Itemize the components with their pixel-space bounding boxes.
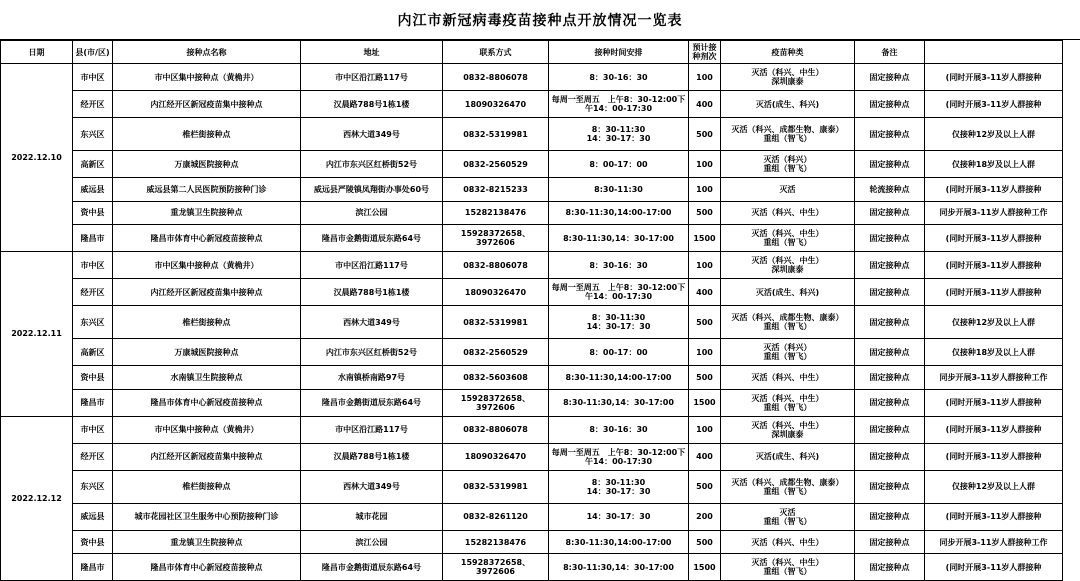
type-cell[interactable]: 固定接种点 xyxy=(855,252,925,279)
type-cell[interactable]: 固定接种点 xyxy=(855,225,925,252)
address-cell[interactable]: 城市花园 xyxy=(301,503,443,530)
phone-cell[interactable]: 18090326470 xyxy=(443,91,549,118)
time-cell[interactable]: 8:30-11:30 xyxy=(549,178,689,202)
doses-cell[interactable]: 1500 xyxy=(689,225,721,252)
table-row xyxy=(1,366,1063,390)
site-cell[interactable]: 隆昌市体育中心新冠疫苗接种点 xyxy=(113,389,301,416)
site-cell[interactable]: 隆昌市体育中心新冠疫苗接种点 xyxy=(113,225,301,252)
phone-cell[interactable]: 15282138476 xyxy=(443,201,549,225)
phone-cell[interactable]: 0832-5319981 xyxy=(443,118,549,151)
site-cell[interactable]: 隆昌市体育中心新冠疫苗接种点 xyxy=(113,554,301,581)
note-cell[interactable]: (同时开展3-11岁人群接种 xyxy=(925,503,1063,530)
doses-cell[interactable]: 100 xyxy=(689,151,721,178)
address-cell[interactable]: 隆昌市金鹅街道辰东路64号 xyxy=(301,225,443,252)
type-cell[interactable]: 固定接种点 xyxy=(855,470,925,503)
site-cell[interactable]: 市中区集中接种点（黄桷井） xyxy=(113,252,301,279)
note-cell[interactable]: (同时开展3-11岁人群接种 xyxy=(925,178,1063,202)
site-cell[interactable]: 市中区集中接种点（黄桷井） xyxy=(113,64,301,91)
header-cell[interactable]: 日期 xyxy=(1,41,73,64)
table-row xyxy=(1,252,1063,279)
doses-cell[interactable]: 500 xyxy=(689,201,721,225)
county-cell[interactable]: 经开区 xyxy=(73,91,113,118)
time-cell[interactable]: 8：30-11:30 14：30-17：30 xyxy=(549,118,689,151)
note-cell[interactable]: (同时开展3-11岁人群接种 xyxy=(925,443,1063,470)
phone-cell[interactable]: 0832-8261120 xyxy=(443,503,549,530)
doses-cell[interactable]: 100 xyxy=(689,339,721,366)
sheet-title: 内江市新冠病毒疫苗接种点开放情况一览表 xyxy=(0,0,1080,40)
site-cell[interactable]: 椎栏街接种点 xyxy=(113,306,301,339)
type-cell[interactable]: 固定接种点 xyxy=(855,279,925,306)
time-cell[interactable]: 8:30-11:30,14:00-17:00 xyxy=(549,201,689,225)
time-cell[interactable]: 每周一至周五 上午8：30-12:00下午14：00-17:30 xyxy=(549,91,689,118)
table-row xyxy=(1,306,1063,339)
doses-cell[interactable]: 1500 xyxy=(689,554,721,581)
address-cell[interactable]: 西林大道349号 xyxy=(301,118,443,151)
type-cell[interactable]: 固定接种点 xyxy=(855,64,925,91)
vaccine-cell[interactable]: 灭活（科兴） 重组（智飞） xyxy=(721,339,855,366)
phone-cell[interactable]: 18090326470 xyxy=(443,443,549,470)
county-cell[interactable]: 经开区 xyxy=(73,279,113,306)
address-cell[interactable]: 隆昌市金鹅街道辰东路64号 xyxy=(301,554,443,581)
note-cell[interactable]: (同时开展3-11岁人群接种 xyxy=(925,252,1063,279)
table-row xyxy=(1,118,1063,151)
vaccine-cell[interactable]: 灭活(成生、科兴) xyxy=(721,91,855,118)
site-cell[interactable]: 市中区集中接种点（黄桷井） xyxy=(113,416,301,443)
header-cell[interactable]: 地址 xyxy=(301,41,443,64)
vaccine-cell[interactable]: 灭活(成生、科兴) xyxy=(721,279,855,306)
phone-cell[interactable]: 0832-5319981 xyxy=(443,470,549,503)
doses-cell[interactable]: 500 xyxy=(689,530,721,554)
address-cell[interactable]: 西林大道349号 xyxy=(301,470,443,503)
header-cell[interactable]: 接种时间安排 xyxy=(549,41,689,64)
type-cell[interactable]: 固定接种点 xyxy=(855,366,925,390)
time-cell[interactable]: 8:30-11:30,14：30-17:00 xyxy=(549,389,689,416)
county-cell[interactable]: 东兴区 xyxy=(73,306,113,339)
vaccine-cell[interactable]: 灭活 重组（智飞） xyxy=(721,503,855,530)
type-cell[interactable]: 固定接种点 xyxy=(855,339,925,366)
time-cell[interactable]: 每周一至周五 上午8：30-12:00下午14：00-17:30 xyxy=(549,443,689,470)
vaccine-cell[interactable]: 灭活（科兴、中生） xyxy=(721,201,855,225)
phone-cell[interactable]: 15928372658、3972606 xyxy=(443,225,549,252)
county-cell[interactable]: 威远县 xyxy=(73,178,113,202)
type-cell[interactable]: 固定接种点 xyxy=(855,389,925,416)
table-body xyxy=(1,64,1063,581)
doses-cell[interactable]: 500 xyxy=(689,306,721,339)
type-cell[interactable]: 固定接种点 xyxy=(855,503,925,530)
vaccine-cell[interactable]: 灭活（科兴、中生） 深圳康泰 xyxy=(721,252,855,279)
table-row xyxy=(1,64,1063,91)
time-cell[interactable]: 8：30-11:30 14：30-17：30 xyxy=(549,306,689,339)
table-row xyxy=(1,554,1063,581)
doses-cell[interactable]: 100 xyxy=(689,178,721,202)
type-cell[interactable]: 固定接种点 xyxy=(855,151,925,178)
phone-cell[interactable]: 0832-2560529 xyxy=(443,339,549,366)
vaccine-cell[interactable]: 灭活（科兴、成都生物、康泰） 重组（智飞） xyxy=(721,306,855,339)
vaccine-cell[interactable]: 灭活（科兴、中生） 重组（智飞） xyxy=(721,225,855,252)
address-cell[interactable]: 内江市东兴区红桥街52号 xyxy=(301,151,443,178)
table-row xyxy=(1,530,1063,554)
note-cell[interactable]: (同时开展3-11岁人群接种 xyxy=(925,279,1063,306)
site-cell[interactable]: 重龙镇卫生院接种点 xyxy=(113,201,301,225)
address-cell[interactable]: 汉晨路788号1栋1楼 xyxy=(301,91,443,118)
site-cell[interactable]: 重龙镇卫生院接种点 xyxy=(113,530,301,554)
site-cell[interactable]: 水南镇卫生院接种点 xyxy=(113,366,301,390)
header-cell[interactable]: 备注 xyxy=(855,41,925,64)
county-cell[interactable]: 东兴区 xyxy=(73,470,113,503)
address-cell[interactable]: 滨江公园 xyxy=(301,201,443,225)
doses-cell[interactable]: 400 xyxy=(689,443,721,470)
note-cell[interactable]: (同时开展3-11岁人群接种 xyxy=(925,554,1063,581)
address-cell[interactable]: 隆昌市金鹅街道辰东路64号 xyxy=(301,389,443,416)
type-cell[interactable]: 固定接种点 xyxy=(855,443,925,470)
table-row xyxy=(1,178,1063,202)
site-cell[interactable]: 城市花园社区卫生服务中心预防接种门诊 xyxy=(113,503,301,530)
note-cell[interactable]: 同步开展3-11岁人群接种工作 xyxy=(925,530,1063,554)
note-cell[interactable]: (同时开展3-11岁人群接种 xyxy=(925,389,1063,416)
site-cell[interactable]: 椎栏街接种点 xyxy=(113,470,301,503)
vaccine-cell[interactable]: 灭活（科兴、中生） xyxy=(721,366,855,390)
county-cell[interactable]: 隆昌市 xyxy=(73,225,113,252)
time-cell[interactable]: 14：30-17：30 xyxy=(549,503,689,530)
vaccine-cell[interactable]: 灭活（科兴） 重组（智飞） xyxy=(721,151,855,178)
table-row xyxy=(1,279,1063,306)
table-row xyxy=(1,416,1063,443)
county-cell[interactable]: 资中县 xyxy=(73,201,113,225)
address-cell[interactable]: 市中区沿江路117号 xyxy=(301,64,443,91)
county-cell[interactable]: 市中区 xyxy=(73,64,113,91)
time-cell[interactable]: 8：30-16：30 xyxy=(549,64,689,91)
table-row xyxy=(1,151,1063,178)
phone-cell[interactable]: 15928372658、3972606 xyxy=(443,389,549,416)
table-row xyxy=(1,225,1063,252)
county-cell[interactable]: 隆昌市 xyxy=(73,554,113,581)
site-cell[interactable]: 威远县第二人民医院预防接种门诊 xyxy=(113,178,301,202)
address-cell[interactable]: 威远县严陵镇凤翔街办事处60号 xyxy=(301,178,443,202)
note-cell[interactable]: 仅接种12岁及以上人群 xyxy=(925,470,1063,503)
site-cell[interactable]: 万康城医院接种点 xyxy=(113,151,301,178)
address-cell[interactable]: 西林大道349号 xyxy=(301,306,443,339)
county-cell[interactable]: 资中县 xyxy=(73,530,113,554)
type-cell[interactable]: 固定接种点 xyxy=(855,91,925,118)
county-cell[interactable]: 市中区 xyxy=(73,416,113,443)
vaccine-cell[interactable]: 灭活（科兴、中生） 重组（智飞） xyxy=(721,389,855,416)
county-cell[interactable]: 威远县 xyxy=(73,503,113,530)
county-cell[interactable]: 东兴区 xyxy=(73,118,113,151)
note-cell[interactable]: 同步开展3-11岁人群接种工作 xyxy=(925,366,1063,390)
address-cell[interactable]: 内江市东兴区红桥街52号 xyxy=(301,339,443,366)
header-cell[interactable] xyxy=(925,41,1063,64)
header-row xyxy=(1,41,1063,64)
type-cell[interactable]: 轮流接种点 xyxy=(855,178,925,202)
header-cell[interactable]: 接种点名称 xyxy=(113,41,301,64)
site-cell[interactable]: 内江经开区新冠疫苗集中接种点 xyxy=(113,91,301,118)
time-cell[interactable]: 8：30-16：30 xyxy=(549,252,689,279)
vaccine-cell[interactable]: 灭活（科兴、中生） xyxy=(721,530,855,554)
address-cell[interactable]: 滨江公园 xyxy=(301,530,443,554)
doses-cell[interactable]: 100 xyxy=(689,252,721,279)
table-row xyxy=(1,201,1063,225)
table-row xyxy=(1,503,1063,530)
county-cell[interactable]: 隆昌市 xyxy=(73,389,113,416)
phone-cell[interactable]: 0832-2560529 xyxy=(443,151,549,178)
vaccine-cell[interactable]: 灭活（科兴、中生） 深圳康泰 xyxy=(721,416,855,443)
address-cell[interactable]: 汉晨路788号1栋1楼 xyxy=(301,279,443,306)
time-cell[interactable]: 8:30-11:30,14:00-17:00 xyxy=(549,366,689,390)
type-cell[interactable]: 固定接种点 xyxy=(855,118,925,151)
table-row xyxy=(1,389,1063,416)
time-cell[interactable]: 8：00-17：00 xyxy=(549,339,689,366)
time-cell[interactable]: 8:30-11:30,14:00-17:00 xyxy=(549,530,689,554)
date-cell[interactable]: 2022.12.10 xyxy=(1,64,73,252)
table-row xyxy=(1,91,1063,118)
note-cell[interactable]: 仅接种18岁及以上人群 xyxy=(925,339,1063,366)
phone-cell[interactable]: 0832-8806078 xyxy=(443,252,549,279)
county-cell[interactable]: 市中区 xyxy=(73,252,113,279)
date-cell[interactable]: 2022.12.12 xyxy=(1,416,73,581)
doses-cell[interactable]: 400 xyxy=(689,91,721,118)
phone-cell[interactable]: 15282138476 xyxy=(443,530,549,554)
vaccine-cell[interactable]: 灭活（科兴、中生） 深圳康泰 xyxy=(721,64,855,91)
site-cell[interactable]: 内江经开区新冠疫苗集中接种点 xyxy=(113,279,301,306)
vaccination-sites-table xyxy=(0,40,1063,581)
table-row xyxy=(1,339,1063,366)
note-cell[interactable]: (同时开展3-11岁人群接种 xyxy=(925,64,1063,91)
doses-cell[interactable]: 500 xyxy=(689,470,721,503)
phone-cell[interactable]: 0832-5603608 xyxy=(443,366,549,390)
type-cell[interactable]: 固定接种点 xyxy=(855,530,925,554)
vaccine-cell[interactable]: 灭活（科兴、成都生物、康泰） 重组（智飞） xyxy=(721,118,855,151)
doses-cell[interactable]: 200 xyxy=(689,503,721,530)
address-cell[interactable]: 汉晨路788号1栋1楼 xyxy=(301,443,443,470)
note-cell[interactable]: (同时开展3-11岁人群接种 xyxy=(925,91,1063,118)
type-cell[interactable]: 固定接种点 xyxy=(855,416,925,443)
doses-cell[interactable]: 500 xyxy=(689,366,721,390)
header-cell[interactable]: 联系方式 xyxy=(443,41,549,64)
time-cell[interactable]: 8：30-11:30 14：30-17：30 xyxy=(549,470,689,503)
note-cell[interactable]: 同步开展3-11岁人群接种工作 xyxy=(925,201,1063,225)
table-row xyxy=(1,470,1063,503)
note-cell[interactable]: (同时开展3-11岁人群接种 xyxy=(925,225,1063,252)
county-cell[interactable]: 高新区 xyxy=(73,151,113,178)
vaccine-cell[interactable]: 灭活(成生、科兴) xyxy=(721,443,855,470)
address-cell[interactable]: 水南镇桥南路97号 xyxy=(301,366,443,390)
phone-cell[interactable]: 18090326470 xyxy=(443,279,549,306)
vaccine-cell[interactable]: 灭活（科兴、成都生物、康泰） 重组（智飞） xyxy=(721,470,855,503)
time-cell[interactable]: 8:30-11:30,14：30-17:00 xyxy=(549,225,689,252)
note-cell[interactable]: 仅接种12岁及以上人群 xyxy=(925,118,1063,151)
doses-cell[interactable]: 400 xyxy=(689,279,721,306)
type-cell[interactable]: 固定接种点 xyxy=(855,306,925,339)
vaccine-cell[interactable]: 灭活 xyxy=(721,178,855,202)
vaccine-cell[interactable]: 灭活（科兴、中生） 重组（智飞） xyxy=(721,554,855,581)
header-cell[interactable]: 疫苗种类 xyxy=(721,41,855,64)
phone-cell[interactable]: 0832-8806078 xyxy=(443,64,549,91)
date-cell[interactable]: 2022.12.11 xyxy=(1,252,73,417)
county-cell[interactable]: 高新区 xyxy=(73,339,113,366)
doses-cell[interactable]: 100 xyxy=(689,64,721,91)
time-cell[interactable]: 8:30-11:30,14：30-17:00 xyxy=(549,554,689,581)
doses-cell[interactable]: 1500 xyxy=(689,389,721,416)
header-cell[interactable]: 县(市/区) xyxy=(73,41,113,64)
time-cell[interactable]: 8：30-16：30 xyxy=(549,416,689,443)
note-cell[interactable]: 仅接种12岁及以上人群 xyxy=(925,306,1063,339)
table-row xyxy=(1,443,1063,470)
phone-cell[interactable]: 0832-8806078 xyxy=(443,416,549,443)
phone-cell[interactable]: 15928372658、3972606 xyxy=(443,554,549,581)
type-cell[interactable]: 固定接种点 xyxy=(855,554,925,581)
note-cell[interactable]: (同时开展3-11岁人群接种 xyxy=(925,416,1063,443)
phone-cell[interactable]: 0832-5319981 xyxy=(443,306,549,339)
site-cell[interactable]: 椎栏街接种点 xyxy=(113,118,301,151)
note-cell[interactable]: 仅接种18岁及以上人群 xyxy=(925,151,1063,178)
doses-cell[interactable]: 500 xyxy=(689,118,721,151)
site-cell[interactable]: 万康城医院接种点 xyxy=(113,339,301,366)
phone-cell[interactable]: 0832-8215233 xyxy=(443,178,549,202)
county-cell[interactable]: 经开区 xyxy=(73,443,113,470)
county-cell[interactable]: 资中县 xyxy=(73,366,113,390)
header-cell[interactable]: 预计接种剂次 xyxy=(689,41,721,64)
time-cell[interactable]: 每周一至周五 上午8：30-12:00下午14：00-17:30 xyxy=(549,279,689,306)
type-cell[interactable]: 固定接种点 xyxy=(855,201,925,225)
site-cell[interactable]: 内江经开区新冠疫苗集中接种点 xyxy=(113,443,301,470)
address-cell[interactable]: 市中区沿江路117号 xyxy=(301,252,443,279)
doses-cell[interactable]: 100 xyxy=(689,416,721,443)
address-cell[interactable]: 市中区沿江路117号 xyxy=(301,416,443,443)
time-cell[interactable]: 8：00-17：00 xyxy=(549,151,689,178)
